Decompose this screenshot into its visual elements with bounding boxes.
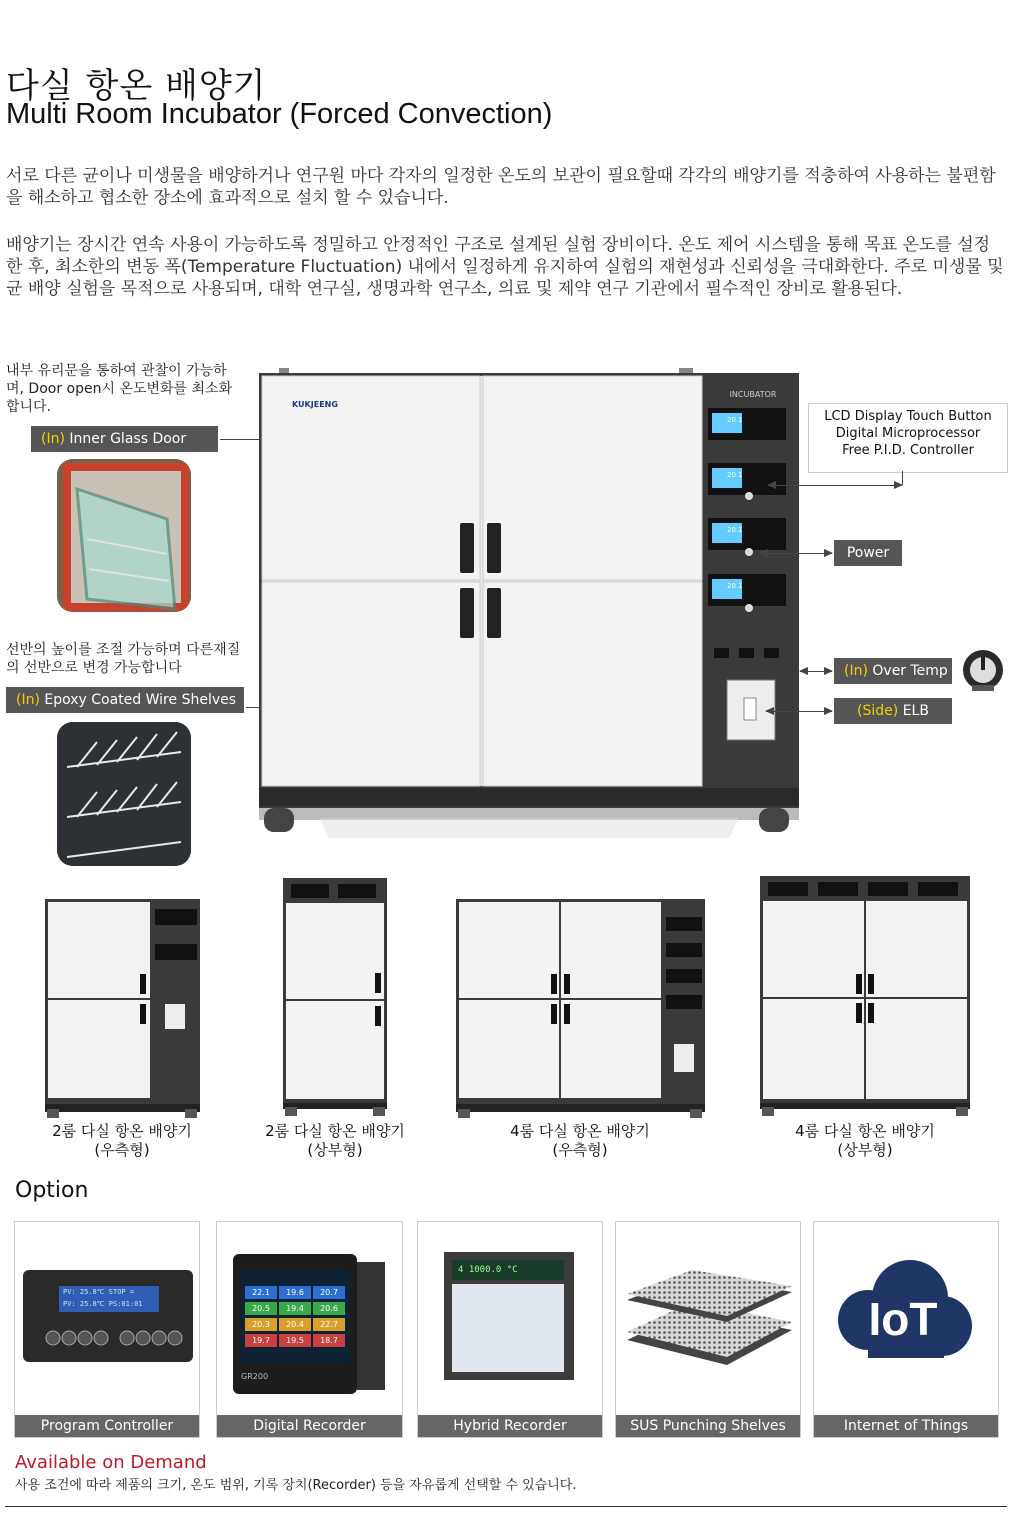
recorder-value: 19.7 bbox=[245, 1334, 277, 1347]
model-caption-1: 2룸 다실 항온 배양기 (우측형) bbox=[52, 1122, 192, 1159]
program-controller-image bbox=[23, 1270, 193, 1362]
elb-tag: (Side) ELB bbox=[834, 698, 952, 724]
page-title-english: Multi Room Incubator (Forced Convection) bbox=[6, 98, 553, 130]
option-label-internet-of-things: Internet of Things bbox=[814, 1415, 998, 1437]
epoxy-shelves-tag: (In) Epoxy Coated Wire Shelves bbox=[6, 687, 244, 713]
lcd-readout-3: 20.1 bbox=[727, 526, 743, 534]
option-label-sus-punching-shelves: SUS Punching Shelves bbox=[616, 1415, 800, 1437]
recorder-value: 20.6 bbox=[313, 1302, 345, 1315]
hybrid-recorder-image bbox=[444, 1252, 574, 1380]
recorder-value: 20.5 bbox=[245, 1302, 277, 1315]
option-label-digital-recorder: Digital Recorder bbox=[217, 1415, 402, 1437]
recorder-value: 20.4 bbox=[279, 1318, 311, 1331]
model-caption-2: 2룸 다실 항온 배양기 (상부형) bbox=[265, 1122, 405, 1159]
recorder-value: 20.7 bbox=[313, 1286, 345, 1299]
option-card-program-controller bbox=[14, 1221, 200, 1438]
digital-recorder-image bbox=[233, 1254, 357, 1394]
recorder-value: 19.5 bbox=[279, 1334, 311, 1347]
recorder-value: 19.4 bbox=[279, 1302, 311, 1315]
option-card-internet-of-things bbox=[813, 1221, 999, 1438]
power-arrow bbox=[760, 553, 832, 554]
page-title-korean: 다실 항온 배양기 bbox=[6, 66, 267, 106]
model-2room-top-illustration bbox=[283, 878, 387, 1118]
recorder-value: 22.1 bbox=[245, 1286, 277, 1299]
model-caption-4: 4룸 다실 항온 배양기 (상부형) bbox=[795, 1122, 935, 1159]
over-temp-dial-photo bbox=[962, 649, 1004, 693]
available-on-demand-heading: Available on Demand bbox=[15, 1452, 207, 1473]
option-label-hybrid-recorder: Hybrid Recorder bbox=[418, 1415, 602, 1437]
inner-glass-door-photo bbox=[57, 459, 191, 612]
recorder-value: 18.7 bbox=[313, 1334, 345, 1347]
option-card-sus-punching-shelves bbox=[615, 1221, 801, 1438]
inner-glass-door-tag: (In) Inner Glass Door bbox=[31, 426, 218, 452]
controller-screen-line-1: PV: 25.8℃ STOP = bbox=[63, 1288, 135, 1296]
recorder-value: 20.3 bbox=[245, 1318, 277, 1331]
option-section-title: Option bbox=[15, 1178, 89, 1203]
model-4room-top-illustration bbox=[760, 876, 970, 1118]
over-temp-tag: (In) Over Temp bbox=[834, 658, 952, 684]
model-caption-3: 4룸 다실 항온 배양기 (우측형) bbox=[510, 1122, 650, 1159]
lcd-callout-line-2: Digital Microprocessor bbox=[835, 426, 981, 441]
elb-arrow bbox=[766, 711, 832, 712]
lcd-callout-line-1: LCD Display Touch Button bbox=[824, 409, 992, 424]
available-on-demand-note: 사용 조건에 따라 제품의 크기, 온도 범위, 기록 장치(Recorder) 등을 자유롭게 선택할 수 있습니다. bbox=[15, 1478, 577, 1493]
lcd-callout-arrow bbox=[768, 485, 902, 486]
over-temp-arrow bbox=[800, 671, 832, 672]
lcd-controller-callout bbox=[808, 403, 1008, 473]
recorder-value: 19.6 bbox=[279, 1286, 311, 1299]
glass-door-note: 내부 유리문을 통하여 관찰이 가능하며, Door open시 온도변화를 최소화 합니다. bbox=[6, 363, 233, 415]
model-2room-right-illustration bbox=[45, 899, 200, 1119]
control-panel-label: INCUBATOR bbox=[729, 390, 777, 399]
iot-text: IoT bbox=[868, 1293, 938, 1345]
lcd-readout-4: 20.1 bbox=[727, 582, 743, 590]
lcd-readout-1: 20.1 bbox=[727, 416, 743, 424]
brand-logo: KUKJEENG bbox=[292, 400, 338, 409]
recorder-value: 22.7 bbox=[313, 1318, 345, 1331]
main-incubator-illustration bbox=[259, 368, 799, 838]
punching-shelves-image bbox=[622, 1270, 794, 1378]
controller-screen-line-2: PV: 25.8℃ PS:01:01 bbox=[63, 1300, 143, 1308]
lcd-readout-2: 20.1 bbox=[727, 471, 743, 479]
description-paragraph-2: 배양기는 장시간 연속 사용이 가능하도록 정밀하고 안정적인 구조로 설계된 실험 장비이다. 온도 제어 시스템을 통해 목표 온도를 설정한 후, 최소한의 변동 폭(Temperature Fluctuation) 내에서 일정하게 유지하여 실험의 재현성과 신뢰성을 극대화한다. 주로 미생물 및 균 배양 실험을 목적으로 사용되며, 대학 연구실, 생명과학 연구소, 의료 및 제약 연구 기관에서 필수적인 장비로 활용된다. bbox=[6, 235, 1004, 299]
option-label-program-controller: Program Controller bbox=[15, 1415, 199, 1437]
shelves-note: 선반의 높이를 조절 가능하며 다른재질의 선반으로 변경 가능합니다 bbox=[6, 642, 241, 676]
description-paragraph-1: 서로 다른 균이나 미생물을 배양하거나 연구원 마다 각자의 일정한 온도의 보관이 필요할때 각각의 배양기를 적충하여 사용하는 불편함을 해소하고 협소한 장소에 효과적으로 설치 할 수 있습니다. bbox=[6, 166, 996, 208]
power-tag: Power bbox=[834, 540, 902, 566]
recorder-values-grid bbox=[245, 1286, 345, 1347]
recorder-brand: GR200 bbox=[241, 1372, 269, 1381]
wire-shelves-photo bbox=[57, 722, 191, 866]
option-card-hybrid-recorder bbox=[417, 1221, 603, 1438]
hybrid-readout: 4 1000.0 °C bbox=[452, 1260, 564, 1280]
lcd-callout-line-3: Free P.I.D. Controller bbox=[842, 443, 974, 458]
bottom-divider bbox=[5, 1506, 1007, 1507]
option-card-digital-recorder bbox=[216, 1221, 403, 1438]
model-4room-right-illustration bbox=[456, 899, 705, 1119]
